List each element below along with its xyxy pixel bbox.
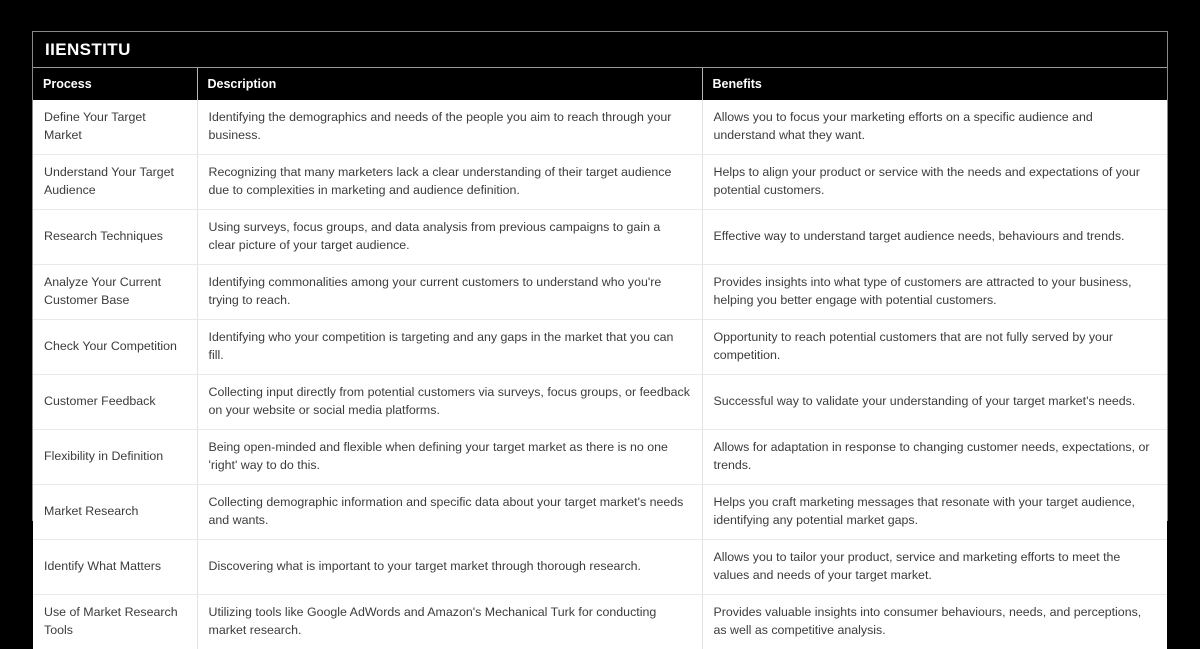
cell-benefits: Helps to align your product or service with the needs and expectations of your potential customers.: [702, 154, 1167, 209]
table-row: [33, 429, 1167, 484]
table-row: [33, 484, 1167, 539]
cell-benefits: Allows you to tailor your product, service and marketing efforts to meet the values and needs of your target market.: [702, 539, 1167, 594]
table-frame: [32, 31, 1168, 637]
cell-description: Discovering what is important to your target market through thorough research.: [197, 539, 702, 594]
table-row: [33, 594, 1167, 648]
cell-description: Identifying commonalities among your current customers to understand who you're trying to reach.: [197, 264, 702, 319]
cell-process: Use of Market Research Tools: [33, 594, 197, 648]
cell-process: Analyze Your Current Customer Base: [33, 264, 197, 319]
cell-process: Research Techniques: [33, 209, 197, 264]
cell-description: Using surveys, focus groups, and data analysis from previous campaigns to gain a clear picture of your target audience.: [197, 209, 702, 264]
table-row: [33, 209, 1167, 264]
cell-benefits: Allows you to focus your marketing efforts on a specific audience and understand what they want.: [702, 100, 1167, 154]
cell-benefits: Provides valuable insights into consumer behaviours, needs, and perceptions, as well as competitive analysis.: [702, 594, 1167, 648]
table-header-row: [33, 68, 1167, 100]
cell-process: Identify What Matters: [33, 539, 197, 594]
cell-description: Being open-minded and flexible when defining your target market as there is no one 'right' way to do this.: [197, 429, 702, 484]
cell-benefits: Helps you craft marketing messages that resonate with your target audience, identifying any potential market gaps.: [702, 484, 1167, 539]
cell-process: Customer Feedback: [33, 374, 197, 429]
table-row: [33, 319, 1167, 374]
cell-process: Check Your Competition: [33, 319, 197, 374]
brand-bar: [33, 32, 1167, 68]
cell-description: Identifying who your competition is targeting and any gaps in the market that you can fill.: [197, 319, 702, 374]
cell-process: Define Your Target Market: [33, 100, 197, 154]
cell-benefits: Allows for adaptation in response to changing customer needs, expectations, or trends.: [702, 429, 1167, 484]
cell-process: Market Research: [33, 484, 197, 539]
cell-benefits: Opportunity to reach potential customers that are not fully served by your competition.: [702, 319, 1167, 374]
table-row: [33, 154, 1167, 209]
cell-description: Utilizing tools like Google AdWords and Amazon's Mechanical Turk for conducting market research.: [197, 594, 702, 648]
column-header-description: Description: [197, 68, 702, 100]
column-header-process: Process: [33, 68, 197, 100]
cell-benefits: Effective way to understand target audience needs, behaviours and trends.: [702, 209, 1167, 264]
cell-description: Collecting input directly from potential customers via surveys, focus groups, or feedback on your website or social media platforms.: [197, 374, 702, 429]
brand-logo-text: IIENSTITU: [45, 40, 131, 59]
table-header: [33, 68, 1167, 100]
cell-description: Identifying the demographics and needs of the people you aim to reach through your business.: [197, 100, 702, 154]
table-row: [33, 264, 1167, 319]
cell-process: Flexibility in Definition: [33, 429, 197, 484]
table-body: [33, 100, 1167, 649]
table-row: [33, 539, 1167, 594]
cell-process: Understand Your Target Audience: [33, 154, 197, 209]
table-row: [33, 374, 1167, 429]
cell-benefits: Successful way to validate your understanding of your target market's needs.: [702, 374, 1167, 429]
target-market-table: [33, 68, 1167, 649]
cell-description: Recognizing that many marketers lack a clear understanding of their target audience due to complexities in marketing and audience definition.: [197, 154, 702, 209]
cell-description: Collecting demographic information and specific data about your target market's needs and wants.: [197, 484, 702, 539]
table-row: [33, 100, 1167, 154]
column-header-benefits: Benefits: [702, 68, 1167, 100]
cell-benefits: Provides insights into what type of customers are attracted to your business, helping you better engage with potential customers.: [702, 264, 1167, 319]
